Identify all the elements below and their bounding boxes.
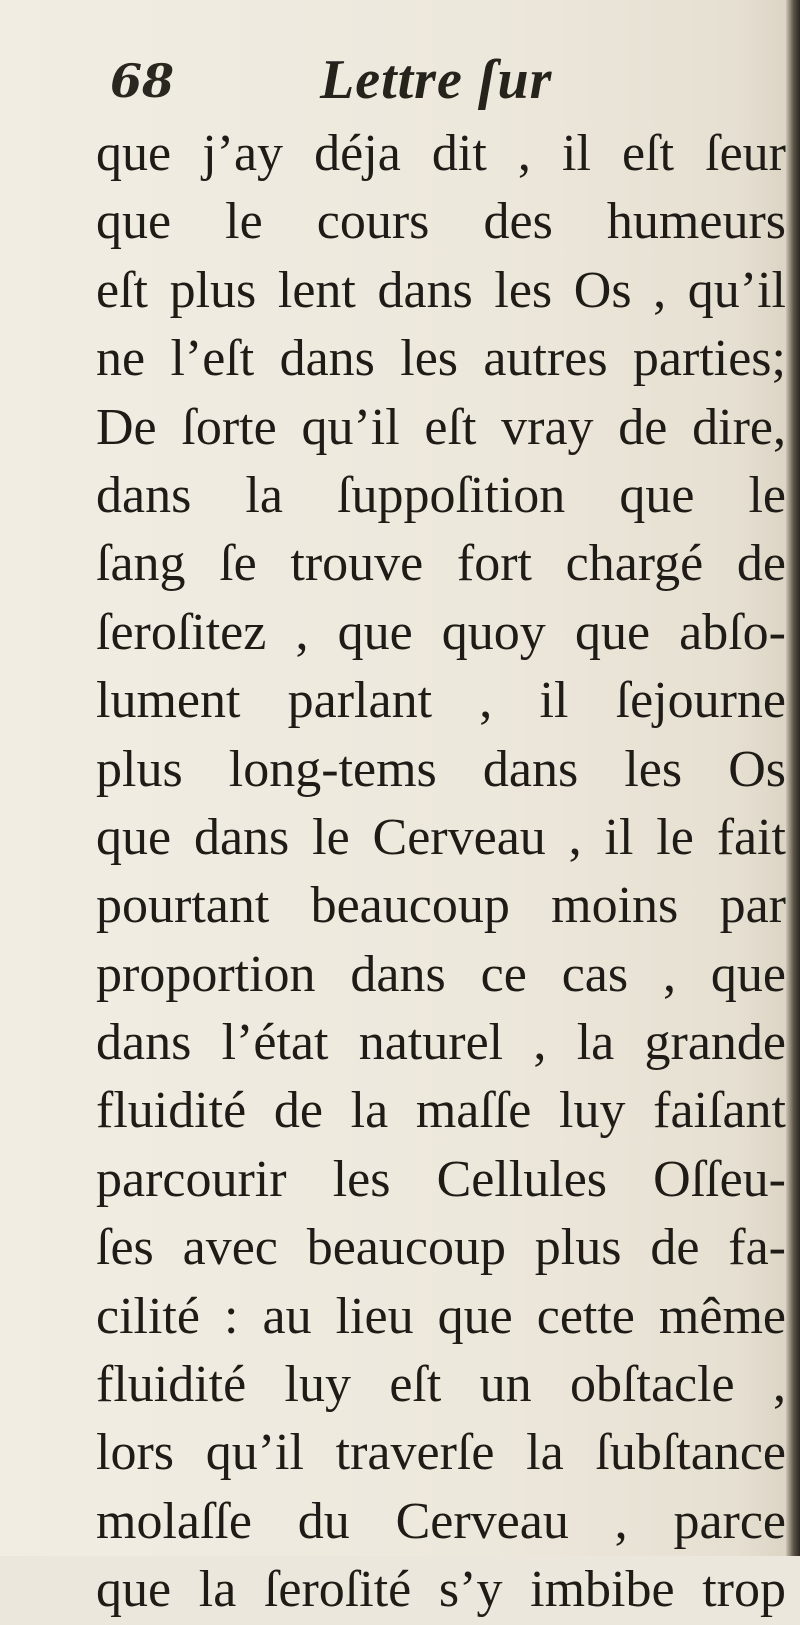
text-line: ſes avec beaucoup plus de fa- <box>96 1219 786 1277</box>
text-line: que j’ay déja dit , il eſt ſeur <box>96 125 786 182</box>
running-title: Lettre ſur <box>320 49 553 111</box>
text-line: eſt plus lent dans les Os , qu’il <box>96 261 786 319</box>
text-line: proportion dans ce cas , que <box>96 945 786 1003</box>
page-edge-shadow <box>786 0 800 1556</box>
text-line: fluidité luy eſt un obſtacle , <box>96 1356 786 1414</box>
text-line: De ſorte qu’il eſt vray de dire, <box>96 398 786 456</box>
text-line: parcourir les Cellules Oſſeu- <box>96 1150 786 1208</box>
page-number: 68 <box>110 54 175 108</box>
text-line: plus long-tems dans les Os <box>96 740 786 798</box>
text-line: lument parlant , il ſejourne <box>96 672 786 730</box>
text-line: que la ſeroſité s’y imbibe trop <box>96 1561 786 1619</box>
text-line: pourtant beaucoup moins par <box>96 877 786 935</box>
body-text <box>96 120 786 1625</box>
text-line: ne l’eſt dans les autres parties; <box>96 330 786 388</box>
text-line: molaſſe du Cerveau , parce <box>96 1492 786 1550</box>
text-line: que le cours des humeurs <box>96 193 786 251</box>
text-line: dans la ſuppoſition que le <box>96 466 786 524</box>
text-line: fluidité de la maſſe luy faiſant <box>96 1082 786 1140</box>
text-line: ſang ſe trouve fort chargé de <box>96 535 786 593</box>
text-line: ſeroſitez , que quoy que abſo- <box>96 603 786 661</box>
text-line: dans l’état naturel , la grande <box>96 1014 786 1072</box>
page-header <box>110 48 630 128</box>
text-line: que dans le Cerveau , il le fait <box>96 808 786 866</box>
text-line: cilité : au lieu que cette même <box>96 1287 786 1345</box>
text-line: lors qu’il traverſe la ſubſtance <box>96 1424 786 1482</box>
